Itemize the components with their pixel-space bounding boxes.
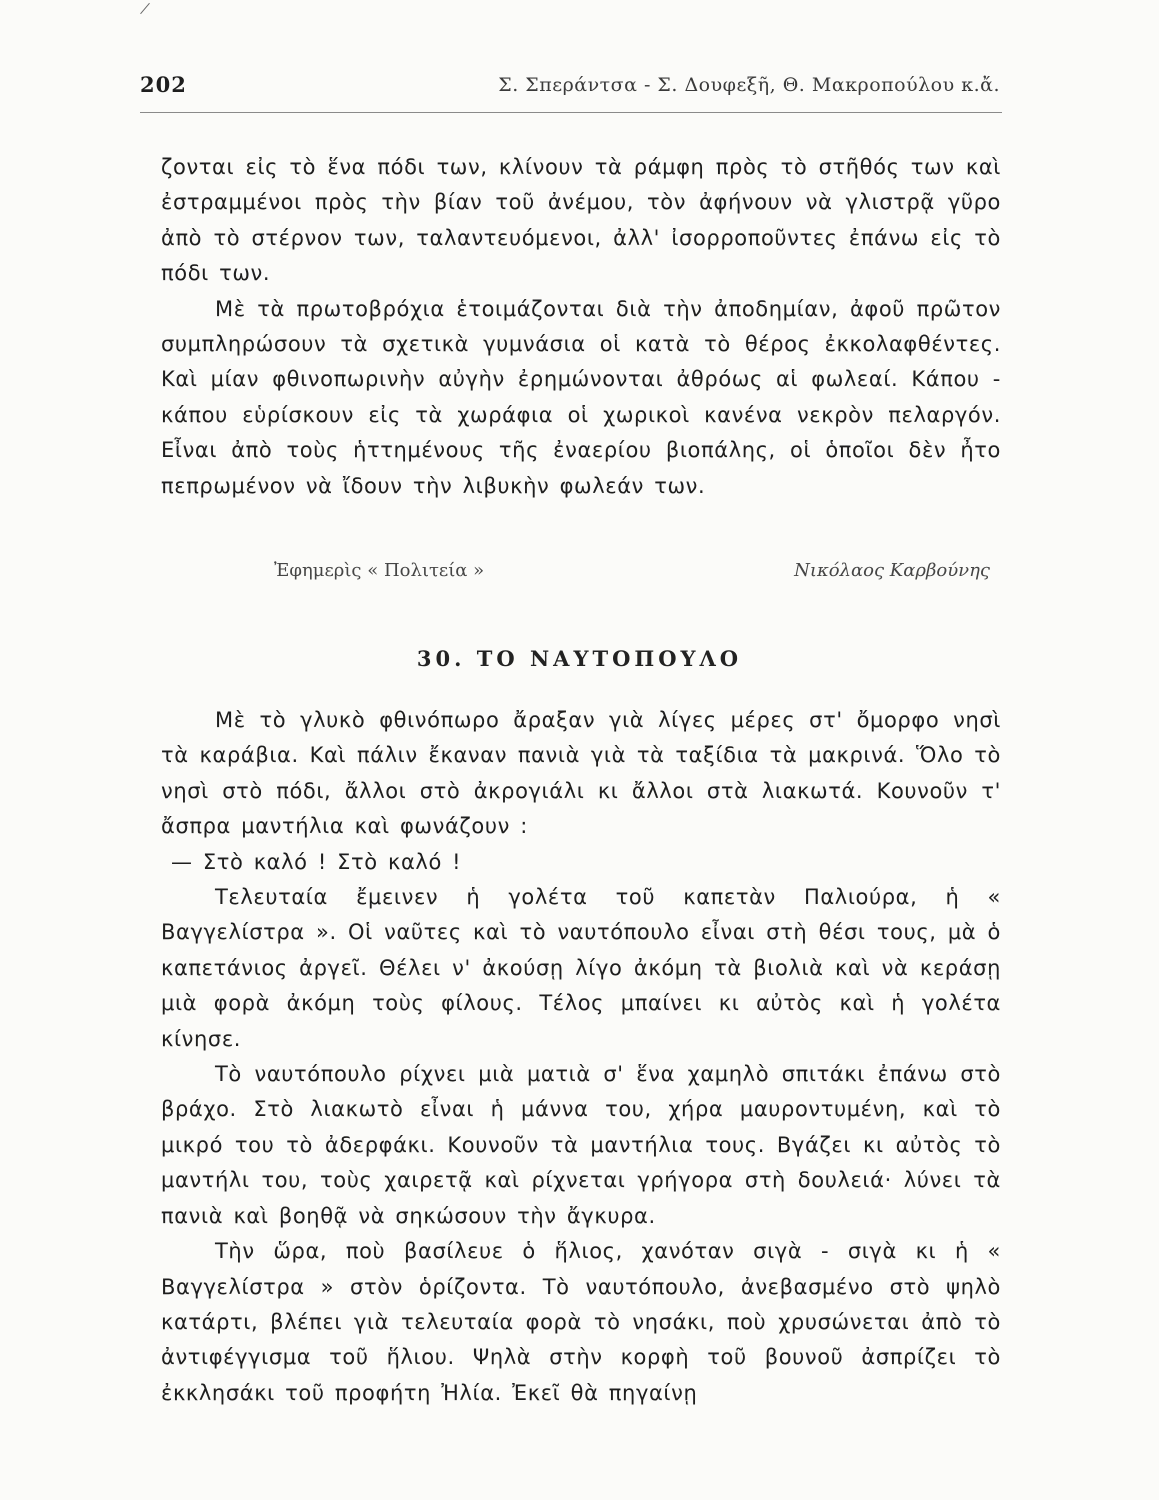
continued-text	[161, 150, 1001, 504]
paragraph: Τὸ ναυτόπουλο ρίχνει μιὰ ματιὰ σ' ἕνα χαμηλὸ σπιτάκι ἐπάνω στὸ βράχο. Στὸ λιακωτὸ εἶναι ἡ μάννα του, χήρα μαυροντυμένη, καὶ τὸ μικρό του τὸ ἀδερφάκι. Κουνοῦν τὰ μαντήλια τους. Βγάζει κι αὐτὸς τὸ μαντήλι του, τοὺς χαιρετᾷ καὶ ρίχνεται γρήγορα στὴ δουλειά· λύνει τὰ πανιὰ καὶ βοηθᾷ νὰ σηκώσουν τὴν ἄγκυρα.	[161, 1062, 1001, 1228]
paragraph: Μὲ τὸ γλυκὸ φθινόπωρο ἄραξαν γιὰ λίγες μέρες στ' ὄμορφο νησὶ τὰ καράβια. Καὶ πάλιν ἔκαναν πανιὰ γιὰ τὰ ταξίδια τὰ μακρινά. Ὅλο τὸ νησὶ στὸ πόδι, ἄλλοι στὸ ἀκρογιάλι κι ἄλλοι στὰ λιακωτά. Κουνοῦν τ' ἄσπρα μαντήλια καὶ φωνάζουν :	[161, 708, 1001, 839]
running-header	[140, 72, 1000, 102]
header-rule	[140, 112, 1002, 113]
paragraph: Τελευταία ἔμεινεν ἡ γολέτα τοῦ καπετὰν Παλιούρα, ἡ « Βαγγελίστρα ». Οἱ ναῦτες καὶ τὸ ναυτόπουλο εἶναι στὴ θέσι τους, μὰ ὁ καπετάνιος ἀργεῖ. Θέλει ν' ἀκούσῃ λίγο ἀκόμη τὰ βιολιὰ καὶ νὰ κεράσῃ μιὰ φορὰ ἀκόμη τοὺς φίλους. Τέλος μπαίνει κι αὐτὸς καὶ ἡ γολέτα κίνησε.	[161, 885, 1001, 1051]
paragraph: Μὲ τὰ πρωτοβρόχια ἑτοιμάζονται διὰ τὴν ἀποδημίαν, ἀφοῦ πρῶτον συμπληρώσουν τὰ σχετικὰ γυμνάσια οἱ κατὰ τὸ θέρος ἐκκολαφθέντες. Καὶ μίαν φθινοπωρινὴν αὐγὴν ἐρημώνονται ἀθρόως αἱ φωλεαί. Κάπου - κάπου εὑρίσκουν εἰς τὰ χωράφια οἱ χωρικοὶ κανένα νεκρὸν πελαργόν. Εἶναι ἀπὸ τοὺς ἡττημένους τῆς ἐναερίου βιοπάλης, οἱ ὁποῖοι δὲν ἦτο πεπρωμένον νὰ ἴδουν τὴν λιβυκὴν φωλεάν των.	[161, 296, 1001, 498]
source-newspaper: Ἐφημερὶς « Πολιτεία »	[274, 560, 485, 581]
paragraph: ζονται εἰς τὸ ἕνα πόδι των, κλίνουν τὰ ράμφη πρὸς τὸ στῆθός των καὶ ἐστραμμένοι πρὸς τὴν βίαν τοῦ ἀνέμου, τὸν ἀφήνουν νὰ γλιστρᾷ γῦρο ἀπὸ τὸ στέρνον των, ταλαντευόμενοι, ἀλλ' ἰσορροποῦντες ἐπάνω εἰς τὸ πόδι των.	[161, 155, 1001, 286]
pencil-mark	[140, 3, 150, 14]
author-name: Νικόλαος Καρβούνης	[794, 560, 990, 581]
dialogue-line: — Στὸ καλό ! Στὸ καλό !	[171, 849, 462, 874]
running-title: Σ. Σπεράντσα - Σ. Δουφεξῆ, Θ. Μακροπούλου κ.ἄ.	[498, 74, 1000, 96]
section-text	[161, 703, 1001, 1411]
paragraph: Τὴν ὥρα, ποὺ βασίλευε ὁ ἥλιος, χανόταν σιγὰ - σιγὰ κι ἡ « Βαγγελίστρα » στὸν ὁρίζοντα. Τὸ ναυτόπουλο, ἀνεβασμένο στὸ ψηλὸ κατάρτι, βλέπει γιὰ τελευταία φορὰ τὸ νησάκι, ποὺ χρυσώνεται ἀπὸ τὸ ἀντιφέγγισμα τοῦ ἥλιου. Ψηλὰ στὴν κορφὴ τοῦ βουνοῦ ἀσπρίζει τὸ ἐκκλησάκι τοῦ προφήτη Ἠλία. Ἐκεῖ θὰ πηγαίνῃ	[161, 1239, 1001, 1405]
section-title: 30. ΤΟ ΝΑΥΤΟΠΟΥΛΟ	[416, 646, 743, 671]
source-attribution	[220, 560, 990, 590]
page-number: 202	[140, 72, 187, 97]
